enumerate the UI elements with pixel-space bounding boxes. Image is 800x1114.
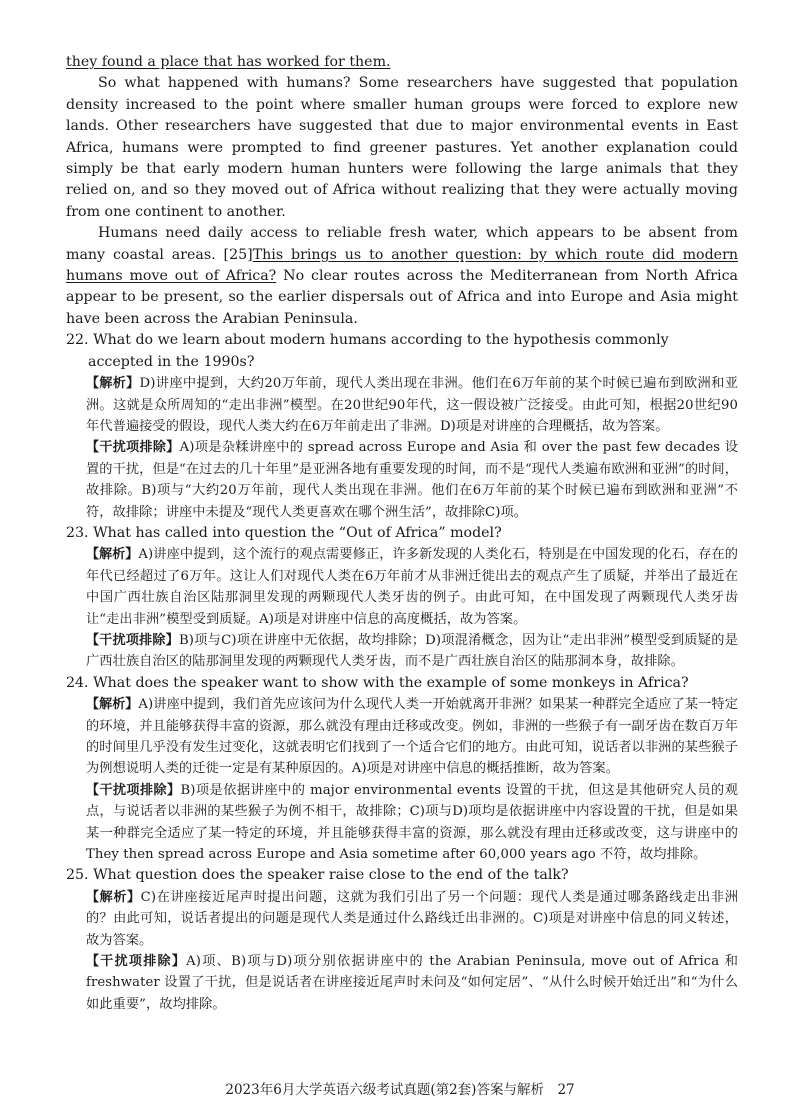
distractor-tag: 【干扰项排除】 [86, 440, 180, 456]
analysis-text: D)讲座中提到，大约20万年前，现代人类出现在非洲。他们在6万年前的某个时候已遍布到欧洲和亚洲。这就是众所周知的“走出非洲”模型。在20世纪90年代，这一假设被广泛接受。由此可知，根据20世纪90年代普遍接受的假设，现代人类大约在6万年前走出了非洲。D)项是对讲座的合理概括，故为答案。 [86, 376, 738, 434]
question-text: 25. What question does the speaker raise close to the end of the talk? [66, 867, 569, 884]
question-23 [66, 523, 738, 673]
distractor-text: A)项、B)项与D)项分别依据讲座中的 the Arabian Peninsula, move out of Africa 和 freshwater 设置了干扰，但是说话者在讲座接近尾声时未问及“如何定居”、“从什么时候开始迁出”和“为什么如此重要”，故均排除。 [86, 954, 738, 1012]
distractor-block [86, 630, 738, 673]
analysis-tag: 【解析】 [86, 376, 140, 392]
analysis-block [86, 544, 738, 630]
distractor-tag: 【干扰项排除】 [86, 782, 181, 798]
question-24 [66, 673, 738, 866]
distractor-block [86, 437, 738, 523]
analysis-text: C)在讲座接近尾声时提出问题，这就为我们引出了另一个问题：现代人类是通过哪条路线走出非洲的？由此可知，说话者提出的问题是现代人类是通过什么路线迁出非洲的。C)项是对讲座中信息的同义转述，故为答案。 [86, 889, 738, 948]
passage-continuation-line: they found a place that has worked for them. [66, 54, 391, 70]
analysis-tag: 【解析】 [86, 889, 141, 905]
analysis-tag: 【解析】 [86, 697, 139, 713]
question-text: 24. What does the speaker want to show with the example of some monkeys in Africa? [66, 674, 689, 691]
distractor-text: B)项是依据讲座中的 major environmental events 设置的干扰，但这是其他研究人员的观点，与说话者以非洲的某些猴子为例不相干，故排除；C)项与D)项均是依据讲座中内容设置的干扰，但是如果某一种群完全适应了某一特定的环境，并且能够获得丰富的资源，那么就没有理由迁移或改变，这与讲座中的 They then spread across Europe and Asia sometime after 60,000 years ago 不符，故均排除。 [86, 782, 738, 863]
analysis-tag: 【解析】 [86, 547, 139, 563]
analysis-block [86, 694, 738, 780]
analysis-text: A)讲座中提到，这个流行的观点需要修正，许多新发现的人类化石，特别是在中国发现的化石，存在的年代已经超过了6万年。这让人们对现代人类在6万年前才从非洲迁徙出去的观点产生了质疑，并举出了最近在中国广西壮族自治区陆那洞里发现的两颗现代人类牙齿的例子。由此可知，在中国发现了两颗现代人类牙齿让“走出非洲”模型受到质疑。A)项是对讲座中信息的高度概括，故为答案。 [86, 547, 739, 627]
distractor-text: A)项是杂糅讲座中的 spread across Europe and Asia 和 over the past few decades 设置的干扰，但是“在过去的几十年里”是亚洲各地有重要发现的时间，而不是“现代人类遍布欧洲和亚洲”的时间，故排除。B)项与“大约20万年前，现代人类出现在非洲。他们在6万年前的某个时候已遍布到欧洲和亚洲”不符，故排除；讲座中未提及“现代人类更喜欢在哪个洲生活”，故排除C)项。 [86, 440, 738, 520]
passage [66, 52, 738, 330]
passage-p2-tail: No clear routes across the Mediterranean from North Africa appear to be present, so the earlier dispersals out of Africa and into Europe and Asia might have been across the Arabian Peninsula. [66, 268, 738, 327]
question-22 [66, 330, 738, 523]
question-text: 23. What has called into question the “Out of Africa” model? [66, 524, 502, 541]
passage-p2-text: Humans need daily access to reliable fresh water, which appears to be absent from many coastal areas. [25] [66, 225, 738, 263]
question-25 [66, 865, 738, 1015]
passage-paragraph-1: So what happened with humans? Some researchers have suggested that population density increased to the point where smaller human groups were forced to explore new lands. Other researchers have suggested that due to major environmental events in East Africa, humans were prompted to find greener pastures. Yet another explanation could simply be that early modern human hunters were following the large animals that they relied on, and so they moved out of Africa without realizing that they were actually moving from one continent to another. [66, 75, 738, 220]
passage-paragraph-2 [66, 223, 738, 330]
distractor-text: B)项与C)项在讲座中无依据，故均排除；D)项混淆概念，因为让“走出非洲”模型受到质疑的是广西壮族自治区的陆那洞里发现的两颗现代人类牙齿，而不是广西壮族自治区的陆那洞本身，故排除。 [86, 632, 738, 670]
analysis-block [86, 373, 738, 437]
distractor-block [86, 780, 738, 866]
distractor-tag: 【干扰项排除】 [86, 632, 179, 648]
distractor-block [86, 951, 738, 1015]
distractor-tag: 【干扰项排除】 [86, 954, 187, 970]
passage-p2-underlined: This brings us to another question: by which route did modern humans move out of Africa? [66, 246, 739, 285]
page-footer: 2023年6月大学英语六级考试真题(第2套)答案与解析 27 [225, 1082, 575, 1098]
analysis-text: A)讲座中提到，我们首先应该问为什么现代人类一开始就离开非洲？如果某一种群完全适应了某一特定的环境，并且能够获得丰富的资源，那么就没有理由迁移或改变。例如，非洲的一些猴子有一副牙齿在数百万年的时间里几乎没有发生过变化，这就表明它们找到了一个适合它们的地方。由此可知，说话者以非洲的某些猴子为例想说明人类的迁徙一定是有某种原因的。A)项是对讲座中信息的概括推断，故为答案。 [86, 697, 739, 777]
analysis-block [86, 887, 738, 951]
question-text: 22. What do we learn about modern humans according to the hypothesis commonly accepted in the 1990s? [66, 332, 669, 370]
